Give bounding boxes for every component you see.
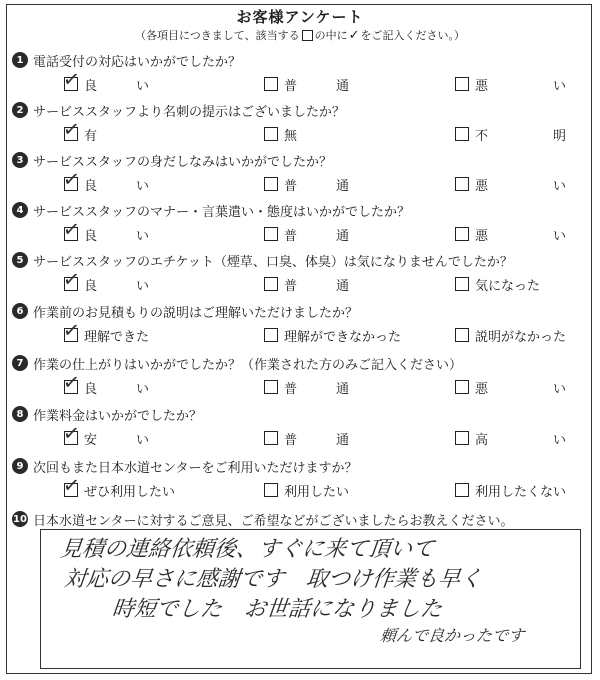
handwritten-comment <box>60 535 580 647</box>
question-6 <box>12 301 588 351</box>
option-label: 説明がなかった <box>475 329 567 345</box>
option-1[interactable] <box>61 66 150 94</box>
question-line <box>12 150 332 170</box>
checkbox[interactable] <box>61 472 81 498</box>
option-3[interactable] <box>455 174 566 194</box>
question-number-badge: 4 <box>12 202 28 218</box>
question-text: サービススタッフより名刺の提示はございましたか？ <box>33 104 346 120</box>
question-text: 作業料金はいかがでしたか？ <box>33 408 203 424</box>
option-2[interactable] <box>264 377 349 397</box>
check-mark-icon: ✓ <box>61 369 81 395</box>
option-3[interactable] <box>455 377 566 397</box>
option-1[interactable] <box>61 472 176 500</box>
question-3 <box>12 150 588 200</box>
option-label: 良 い <box>84 228 150 244</box>
option-2[interactable] <box>264 325 401 345</box>
option-label: 普 通 <box>284 228 350 244</box>
checkbox[interactable] <box>455 77 469 91</box>
question-number-badge: 1 <box>12 52 28 68</box>
checkbox[interactable] <box>264 127 278 141</box>
option-3[interactable] <box>455 74 566 94</box>
question-text: サービススタッフのマナー・言葉遣い・態度はいかがでしたか？ <box>33 204 411 220</box>
sample-check-icon: ✓ <box>348 28 360 43</box>
option-label: 普 通 <box>284 278 350 294</box>
check-mark-icon: ✓ <box>61 266 81 292</box>
question-1 <box>12 50 588 100</box>
checkbox[interactable] <box>264 328 278 342</box>
question-line <box>12 50 241 70</box>
checkbox[interactable] <box>455 177 469 191</box>
checkbox[interactable] <box>264 483 278 497</box>
question-text: 電話受付の対応はいかがでしたか？ <box>33 54 242 70</box>
option-label: 普 通 <box>284 381 350 397</box>
question-number-badge: 3 <box>12 152 28 168</box>
option-1[interactable] <box>61 216 150 244</box>
comment-line: 頼んで良かったです <box>379 626 526 645</box>
check-mark-icon: ✓ <box>61 66 81 92</box>
option-label: 安 い <box>84 432 150 448</box>
option-label: 悪 い <box>475 228 567 244</box>
option-3[interactable] <box>455 428 566 448</box>
checkbox[interactable] <box>455 127 469 141</box>
check-mark-icon: ✓ <box>61 317 81 343</box>
checkbox[interactable] <box>455 380 469 394</box>
check-mark-icon: ✓ <box>61 116 81 142</box>
option-2[interactable] <box>264 224 349 244</box>
option-label: 利用したくない <box>475 484 567 500</box>
question-number-badge: 10 <box>12 511 28 527</box>
option-3[interactable] <box>455 480 566 500</box>
checkbox[interactable] <box>61 216 81 242</box>
check-mark-icon: ✓ <box>61 472 81 498</box>
option-label: 不 明 <box>475 128 567 144</box>
sample-checkbox-icon <box>302 30 313 41</box>
instructions-after: をご記入ください。） <box>360 29 465 42</box>
question-7 <box>12 353 588 403</box>
question-text: サービススタッフの身だしなみはいかがでしたか？ <box>33 154 333 170</box>
option-label: ぜひ利用したい <box>84 484 176 500</box>
check-mark-icon: ✓ <box>61 420 81 446</box>
option-1[interactable] <box>61 166 150 194</box>
option-2[interactable] <box>264 74 349 94</box>
option-3[interactable] <box>455 124 566 144</box>
instructions-middle: の中に <box>314 29 348 42</box>
checkbox[interactable] <box>61 369 81 395</box>
question-text: サービススタッフのエチケット（煙草、口臭、体臭）は気になりませんでしたか？ <box>33 254 513 270</box>
option-1[interactable] <box>61 317 150 345</box>
checkbox[interactable] <box>455 227 469 241</box>
question-number-badge: 7 <box>12 355 28 371</box>
question-9 <box>12 456 588 506</box>
checkbox[interactable] <box>264 227 278 241</box>
checkbox[interactable] <box>61 317 81 343</box>
option-2[interactable] <box>264 274 349 294</box>
question-line <box>12 250 513 270</box>
check-mark-icon: ✓ <box>61 216 81 242</box>
checkbox[interactable] <box>61 420 81 446</box>
option-1[interactable] <box>61 420 150 448</box>
option-label: 普 通 <box>284 178 350 194</box>
option-label: 理解ができなかった <box>284 329 402 345</box>
option-label: 悪 い <box>475 178 567 194</box>
question-8 <box>12 404 588 454</box>
question-text: 作業前のお見積もりの説明はご理解いただけましたか？ <box>33 305 359 321</box>
check-mark-icon: ✓ <box>61 166 81 192</box>
checkbox[interactable] <box>264 177 278 191</box>
option-label: 良 い <box>84 78 150 94</box>
option-2[interactable] <box>264 124 297 144</box>
option-label: 利用したい <box>284 484 350 500</box>
checkbox[interactable] <box>264 380 278 394</box>
option-label: 普 通 <box>284 432 350 448</box>
question-text: 次回もまた日本水道センターをご利用いただけますか？ <box>33 460 358 476</box>
checkbox[interactable] <box>455 277 469 291</box>
question-text: 作業の仕上がりはいかがでしたか？（作業された方のみご記入ください） <box>33 357 463 373</box>
option-label: 良 い <box>84 278 150 294</box>
question-number-badge: 2 <box>12 102 28 118</box>
checkbox[interactable] <box>455 483 469 497</box>
option-label: 有 <box>84 128 98 144</box>
checkbox[interactable] <box>264 431 278 445</box>
instructions-before: （各項目につきまして、該当する <box>135 29 300 42</box>
option-3[interactable] <box>455 224 566 244</box>
option-2[interactable] <box>264 480 349 500</box>
option-label: 無 <box>284 128 298 144</box>
option-label: 理解できた <box>84 329 150 345</box>
option-2[interactable] <box>264 174 349 194</box>
question-5 <box>12 250 588 300</box>
option-1[interactable] <box>61 266 150 294</box>
comment-line: 対応の早さに感謝です 取つけ作業も早く <box>62 567 484 592</box>
option-label: 悪 い <box>475 78 567 94</box>
checkbox[interactable] <box>61 116 81 142</box>
question-line <box>12 404 202 424</box>
survey-title: お客様アンケート <box>236 8 364 26</box>
question-2 <box>12 100 588 150</box>
option-3[interactable] <box>455 274 540 294</box>
option-label: 気になった <box>475 278 541 294</box>
question-number-badge: 9 <box>12 458 28 474</box>
option-label: 良 い <box>84 178 150 194</box>
option-1[interactable] <box>61 369 150 397</box>
checkbox[interactable] <box>455 328 469 342</box>
checkbox[interactable] <box>455 431 469 445</box>
question-number-badge: 8 <box>12 406 28 422</box>
option-label: 普 通 <box>284 78 350 94</box>
option-label: 悪 い <box>475 381 567 397</box>
option-label: 高 い <box>475 432 567 448</box>
checkbox[interactable] <box>61 266 81 292</box>
checkbox[interactable] <box>61 66 81 92</box>
question-number-badge: 6 <box>12 303 28 319</box>
option-1[interactable] <box>61 116 98 144</box>
question-number-badge: 5 <box>12 252 28 268</box>
question-4 <box>12 200 588 250</box>
question-line <box>12 100 345 120</box>
question-10 <box>12 509 513 529</box>
option-2[interactable] <box>264 428 349 448</box>
option-label: 良 い <box>84 381 150 397</box>
checkbox[interactable] <box>264 77 278 91</box>
comment-line: 時短でした お世話になりました <box>110 597 444 622</box>
comment-line: 見積の連絡依頼後、すぐに来て頂いて <box>58 537 436 562</box>
checkbox[interactable] <box>264 277 278 291</box>
option-3[interactable] <box>455 325 566 345</box>
checkbox[interactable] <box>61 166 81 192</box>
survey-instructions <box>0 27 600 43</box>
question-text: 日本水道センターに対するご意見、ご希望などがございましたらお教えください。 <box>33 513 514 529</box>
